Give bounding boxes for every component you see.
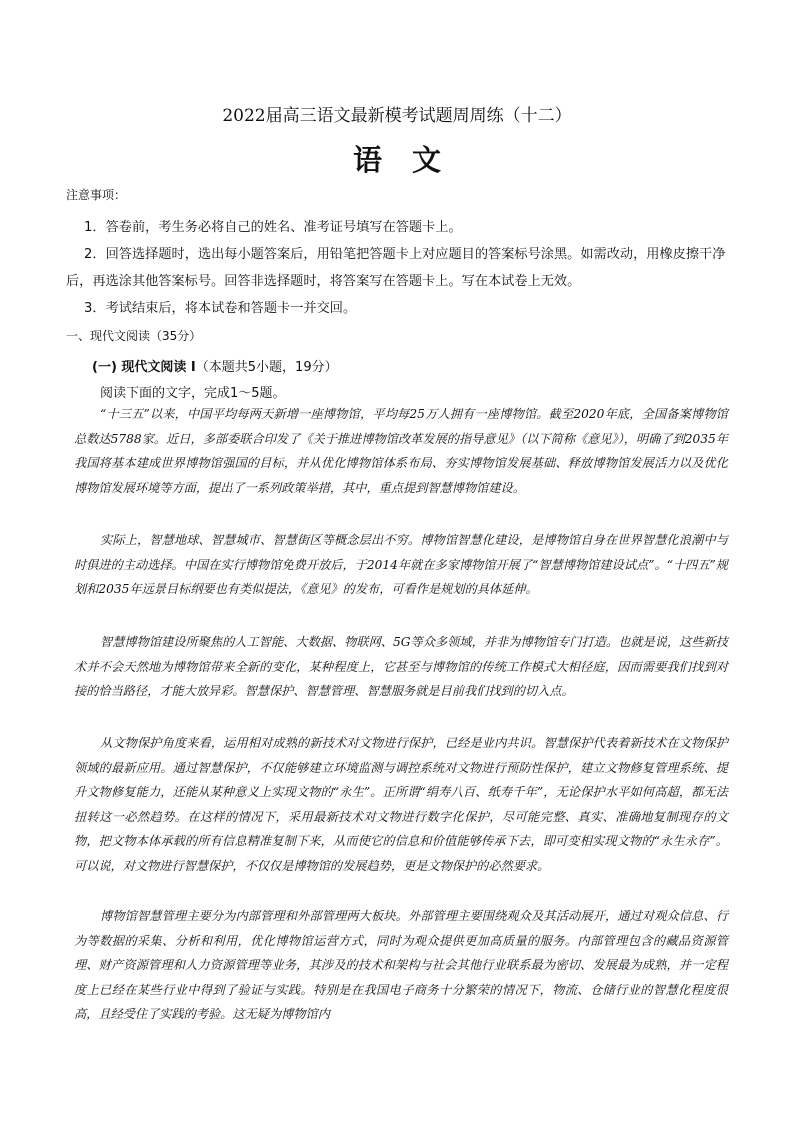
notice-item-3: 3．考试结束后，将本试卷和答题卡一并交回。 — [84, 301, 357, 316]
notice-item-2: 2．回答选择题时，选出每小题答案后，用铅笔把答题卡上对应题目的答案标号涂黑。如需改动，用橡皮擦干净后，再选涂其他答案标号。回答非选择题时，将答案写在答题卡上。写在本试卷上无效。 — [66, 247, 726, 289]
passage-paragraph-4: 从文物保护角度来看，运用相对成熟的新技术对文物进行保护，已经是业内共识。智慧保护代表着新技术在文物保护领域的最新应用。通过智慧保护，不仅能够建立环境监测与调控系统对文物进行预防性保护，建立文物修复管理系统、提升文物修复能力，还能从某种意义上实现文物的“永生”。正所谓“绢寿八百、纸寿千年”，无论保护水平如何高超，都无法扭转这一必然趋势。在这样的情况下，采用最新技术对文物进行数字化保护，尽可能完整、真实、准确地复制现存的文物，把文物本体承载的所有信息精准复制下来，从而使它的信息和价值能够传承下去，即可变相实现文物的“永生永存”。可以说，对文物进行智慧保护，不仅仅是博物馆的发展趋势，更是文物保护的必然要求。 — [74, 736, 728, 873]
notice-heading: 注意事项： — [66, 188, 127, 202]
subsection-note: （本题共5小题，19分） — [195, 360, 338, 375]
subject-heading: 语文 — [352, 143, 471, 177]
subsection-heading — [92, 355, 338, 381]
passage-paragraph-5: 博物馆智慧管理主要分为内部管理和外部管理两大板块。外部管理主要围绕观众及其活动展开，通过对观众信息、行为等数据的采集、分析和利用，优化博物馆运营方式，同时为观众提供更加高质量的服务。内部管理包含的藏品资源管理、财产资源管理和人力资源管理等业务，其涉及的技术和架构与社会其他行业联系最为密切、发展最为成熟，并一定程度上已经在某些行业中得到了验证与实践。特别是在我国电子商务十分繁荣的情况下，物流、仓储行业的智慧化程度很高，且经受住了实践的考验。这无疑为博物馆内 — [74, 909, 728, 1021]
section-heading: 一、现代文阅读（35分） — [66, 329, 202, 343]
passage-paragraph-3: 智慧博物馆建设所聚焦的人工智能、大数据、物联网、5G等众多领域，并非为博物馆专门打造。也就是说，这些新技术并不会天然地为博物馆带来全新的变化，某种程度上，它甚至与博物馆的传统工作模式大相径庭，因而需要我们找到对接的恰当路径，才能大放异彩。智慧保护、智慧管理、智慧服务就是目前我们找到的切入点。 — [74, 635, 728, 698]
exam-title: 2022届高三语文最新模考试题周周练（十二） — [222, 106, 572, 126]
notice-item-1: 1．答卷前，考生务必将自己的姓名、准考证号填写在答题卡上。 — [84, 220, 462, 235]
subsection-title: (一) 现代文阅读 I — [92, 360, 196, 375]
passage-paragraph-2: 实际上，智慧地球、智慧城市、智慧街区等概念层出不穷。博物馆智慧化建设，是博物馆自身在世界智慧化浪潮中与时俱进的主动选择。中国在实行博物馆免费开放后，于2014年就在多家博物馆开展了“智慧博物馆建设试点”。“十四五”规划和2035年远景目标纲要也有类似提法，《意见》的发布，可看作是规划的具体延伸。 — [74, 533, 728, 596]
reading-instruction: 阅读下面的文字，完成1～5题。 — [100, 386, 286, 401]
passage-paragraph-1: “十三五”以来，中国平均每两天新增一座博物馆，平均每25万人拥有一座博物馆。截至2020年底，全国备案博物馆总数达5788家。近日，多部委联合印发了《关于推进博物馆改革发展的指导意见》（以下简称《意见》），明确了到2035年我国将基本建成世界博物馆强国的目标，并从优化博物馆体系布局、夯实博物馆发展基础、释放博物馆发展活力以及优化博物馆发展环境等方面，提出了一系列政策举措，其中，重点提到智慧博物馆建设。 — [74, 407, 728, 495]
